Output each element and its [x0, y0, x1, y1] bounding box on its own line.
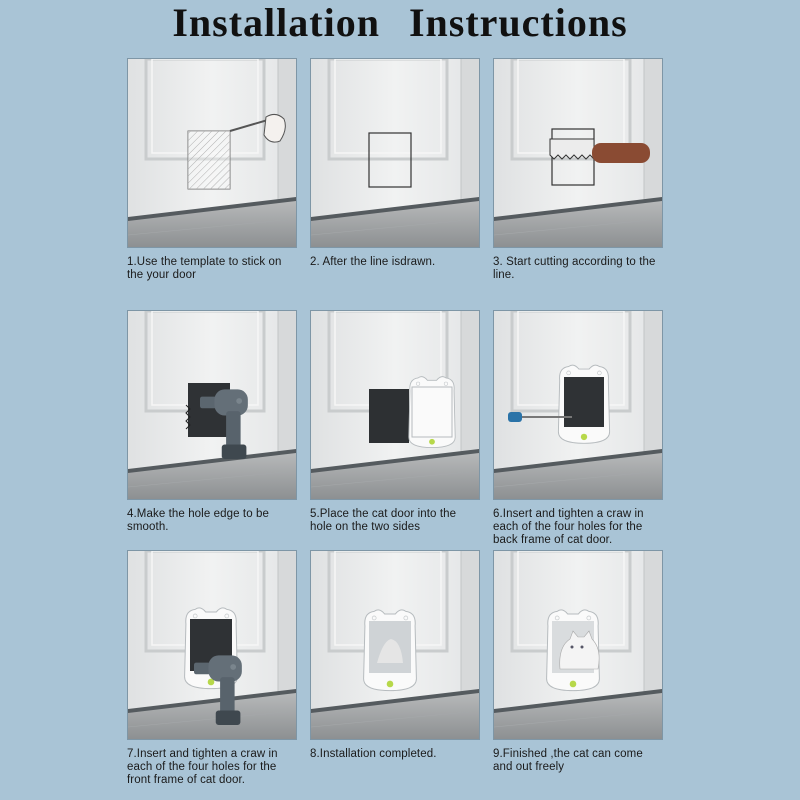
- page-title: Installation Instructions: [172, 0, 628, 45]
- step-3: [493, 58, 663, 282]
- step-8-caption: 8.Installation completed.: [310, 748, 437, 760]
- step-5: [310, 310, 480, 534]
- step-6: [493, 310, 663, 547]
- step-4-caption: 4.Make the hole edge to be smooth.: [127, 508, 269, 533]
- step-1-caption: 1.Use the template to stick on the your door: [127, 256, 282, 281]
- step-5-caption: 5.Place the cat door into the hole on the two sides: [310, 508, 457, 533]
- step-1-illustration: [127, 58, 297, 248]
- step-7: [127, 550, 297, 787]
- step-2-illustration: [310, 58, 480, 248]
- step-6-illustration: [493, 310, 663, 500]
- step-1: [127, 58, 297, 282]
- step-2-caption: 2. After the line isdrawn.: [310, 256, 436, 268]
- step-3-caption: 3. Start cutting according to the line.: [493, 256, 656, 281]
- step-9-illustration: [493, 550, 663, 740]
- step-7-illustration: [127, 550, 297, 740]
- step-4-illustration: [127, 310, 297, 500]
- step-4: [127, 310, 297, 534]
- step-9: [493, 550, 663, 774]
- step-3-illustration: [493, 58, 663, 248]
- step-8-illustration: [310, 550, 480, 740]
- step-8: [310, 550, 480, 761]
- step-2: [310, 58, 480, 269]
- step-5-illustration: [310, 310, 480, 500]
- step-9-caption: 9.Finished ,the cat can come and out freely: [493, 748, 643, 773]
- step-7-caption: 7.Insert and tighten a craw in each of the four holes for the front frame of cat door.: [127, 748, 278, 786]
- step-6-caption: 6.Insert and tighten a craw in each of the four holes for the back frame of cat door.: [493, 508, 644, 546]
